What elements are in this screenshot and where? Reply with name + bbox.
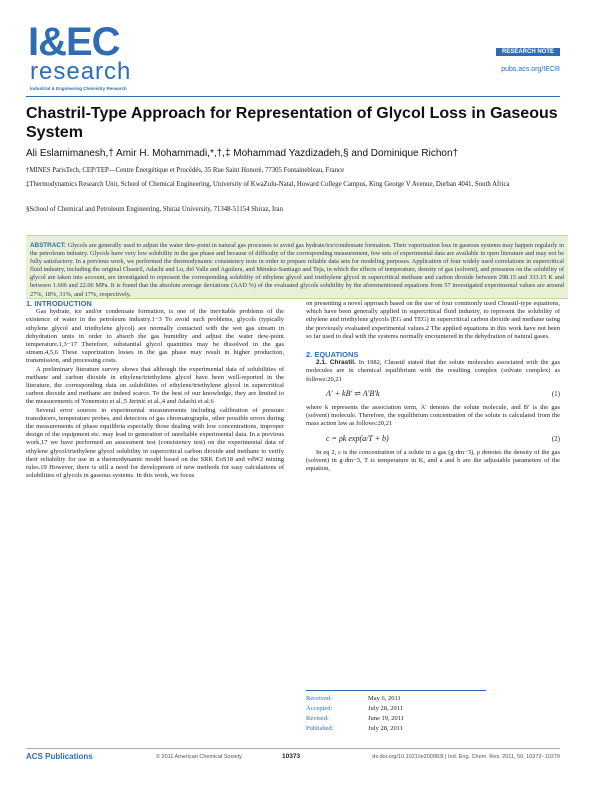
page-number: 10373	[282, 753, 301, 760]
article-type-badge: RESEARCH NOTE	[496, 48, 560, 56]
article-title: Chastril-Type Approach for Representation of Glycol Loss in Gaseous System	[26, 105, 558, 141]
journal-logo-sub: research	[30, 58, 132, 85]
equation-1-number: (1)	[551, 389, 560, 398]
acs-publications-logo[interactable]: ACS Publications	[26, 752, 93, 761]
equation-1-formula: A′ + kB′ ⇌ A′B′k	[326, 388, 380, 398]
equation-2-number: (2)	[551, 434, 560, 443]
date-revised: Revised: June 19, 2011	[306, 715, 405, 722]
header-rule	[26, 96, 560, 97]
affiliation-1: †MINES ParisTech, CEP/TEP—Centre Énergétique et Procédés, 35 Rue Saint Honoré, 77305 Fontainebleau, France	[26, 167, 345, 174]
date-published: Published: July 28, 2011	[306, 725, 403, 732]
affiliation-2: ‡Thermodynamics Research Unit, School of Chemical Engineering, University of KwaZulu-Natal, Howard College Campus, King George V Avenue, Durban 4041, South Africa	[26, 181, 510, 188]
section-heading-introduction: 1. INTRODUCTION	[26, 299, 92, 308]
abstract-text: Glycols are generally used to adjust the water dew-point in natural gas processes to avoid gas hydrate/ice/condensate formation. Their vaporization loss in gaseous systems may happen regularly in the petroleum industry. Glycols have very low solubility in the gas phase and because of difficulty of the corresponding measurement, few sets of experimental data are available in open literature and may not be fully satisfactory. In a previous work, we performed the thermodynamic consistency tests in order to prepare reliable data sets for modeling purposes. Application of four widely used correlations in supercritical fluid industry, including the original Chastril, Adachi and Lu, del Valle and Aguilera, and Méndez-Santiago and Teja, in which the effects of temperature, density of gas (solvent), and pressures on the solubility of glycol are taken into account, are investigated to represent the corresponding solubility of ethylene glycol and triethylene glycol in supercritical methane and carbon dioxide between 298.15 and 333.15 K and between 1.606 and 22.06 MPa. It is found that the absolute average deviations (AAD %) of the evaluated glycols solubility by the aforementioned equations from 57 investigated experimental values are around 27%, 18%, 31%, and 17%, respectively.	[30, 242, 564, 298]
journal-logo: I&EC	[28, 20, 120, 64]
equation-2	[306, 435, 560, 443]
affiliation-3: §School of Chemical and Petroleum Engineering, Shiraz University, 71348-51154 Shiraz, Iran	[26, 206, 283, 213]
intro-paragraph-2: A preliminary literature survey shows that although the experimental data of solubilities of methane and carbon dioxide in ethylene/triethylene glycol have been well-reported in the literature, the corresponding data on solubilities of ethylene/triethylene glycol in supercritical carbon dioxide and methane are indeed scarce. To the best of our knowledge, they are limited to the measurements of Yonemoto et al.,5 Jerinić et al.,4 and Adachi et al.6	[26, 365, 284, 406]
page-footer	[26, 748, 560, 763]
intro-continuation: on presenting a novel approach based on the use of four commonly used Chrastil-type equations, which have been generally applied in supercritical fluid industry, to represent the solubility of ethylene and triethylene glycols (EG and TEG) in supercritical carbon dioxide and methane using the previously evaluated experimental values.2 The applied equations in this work have not been so far used to deal with the systems normally encountered in the dehydration of natural gases.	[306, 300, 560, 340]
equation-2-explanation: In eq 2, c is the concentration of a solute in a gas (g·dm−3), ρ denotes the density of the gas (solvent) in g·dm−3, T is temperature in K, and a and b are the adjustable parameters of the equation,	[306, 448, 560, 473]
intro-paragraph-3: Several error sources in experimental measurements including calibration of pressure transducers, temperature probes, and detectors of gas chromatographs, other possible errors during the measurements of phase equilibria especially those dealing with low concentrations, improper design of the equipment etc. may lead to generation of unreliable experimental data. In a previous work,17 we have performed an assessment test (consistency test) on the experimental data of ethylene glycol/triethylene glycol solubility in supercritical carbon dioxide and methane to verify their reliability for use in a thermodynamic model based on the SRK EoS18 and vdW2 mixing rules.19 However, there is still a need for development of new methods for easy calculations of solubilities of glycols in gaseous systems. In this work, we focus	[26, 406, 284, 480]
right-column	[306, 300, 560, 473]
journal-url-link[interactable]: pubs.acs.org/IECR	[501, 66, 560, 73]
abstract-label: ABSTRACT:	[30, 242, 67, 249]
equation-1-explanation: where k represents the association term, A′ denotes the solute molecule, and B′ is the gas (solvent) molecule. Therefore, the equilibrium concentration of the solute is calculated from the mass action law as follows:20,21	[306, 404, 560, 428]
equation-2-formula: c = ρk exp(a/T + b)	[326, 433, 389, 443]
equation-1	[306, 390, 560, 398]
doi-citation-link[interactable]: dx.doi.org/10.1021/ie200983t | Ind. Eng. Chem. Res. 2011, 50, 10373−10379	[372, 754, 560, 760]
left-column	[26, 300, 284, 480]
intro-paragraph-1: Gas hydrate, ice and/or condensate formation, is one of the inevitable problems of the existence of water in the petroleum industry.1−3 To avoid such problems, glycols (typically ethylene glycol and triethylene glycol) are normally contacted with the wet gas stream in dehydration units in order to absorb the gas humidity and adjust the water dew-point temperature.1,3−17 Therefore, substantial glycol quantities may be dissolved in the gas stream.4,5,6 These vaporization losses in the gas phase may result in higher production, transmission, and processing costs.	[26, 308, 284, 365]
date-accepted: Accepted: July 28, 2011	[306, 705, 403, 712]
abstract-box	[26, 235, 568, 299]
date-received: Received: May 6, 2011	[306, 695, 401, 702]
author-list: Ali Eslamimanesh,† Amir H. Mohammadi,*,†,‡ Mohammad Yazdizadeh,§ and Dominique Richon†	[26, 148, 459, 159]
article-dates	[306, 690, 486, 734]
chrastil-text: In 1982, Chrastil stated that the solute molecules associated with the gas molecules are in chemical equilibrium with the resulting complex (solvate complex) as follows:20,21	[306, 359, 560, 383]
copyright-notice: © 2011 American Chemical Society	[156, 754, 242, 760]
journal-tagline: Industrial & Engineering Chemistry Research	[30, 86, 127, 91]
chrastil-paragraph	[306, 359, 560, 384]
subsection-heading-chrastil: 2.1. Chrastil.	[316, 359, 356, 367]
section-heading-equations: 2. EQUATIONS	[306, 350, 359, 360]
